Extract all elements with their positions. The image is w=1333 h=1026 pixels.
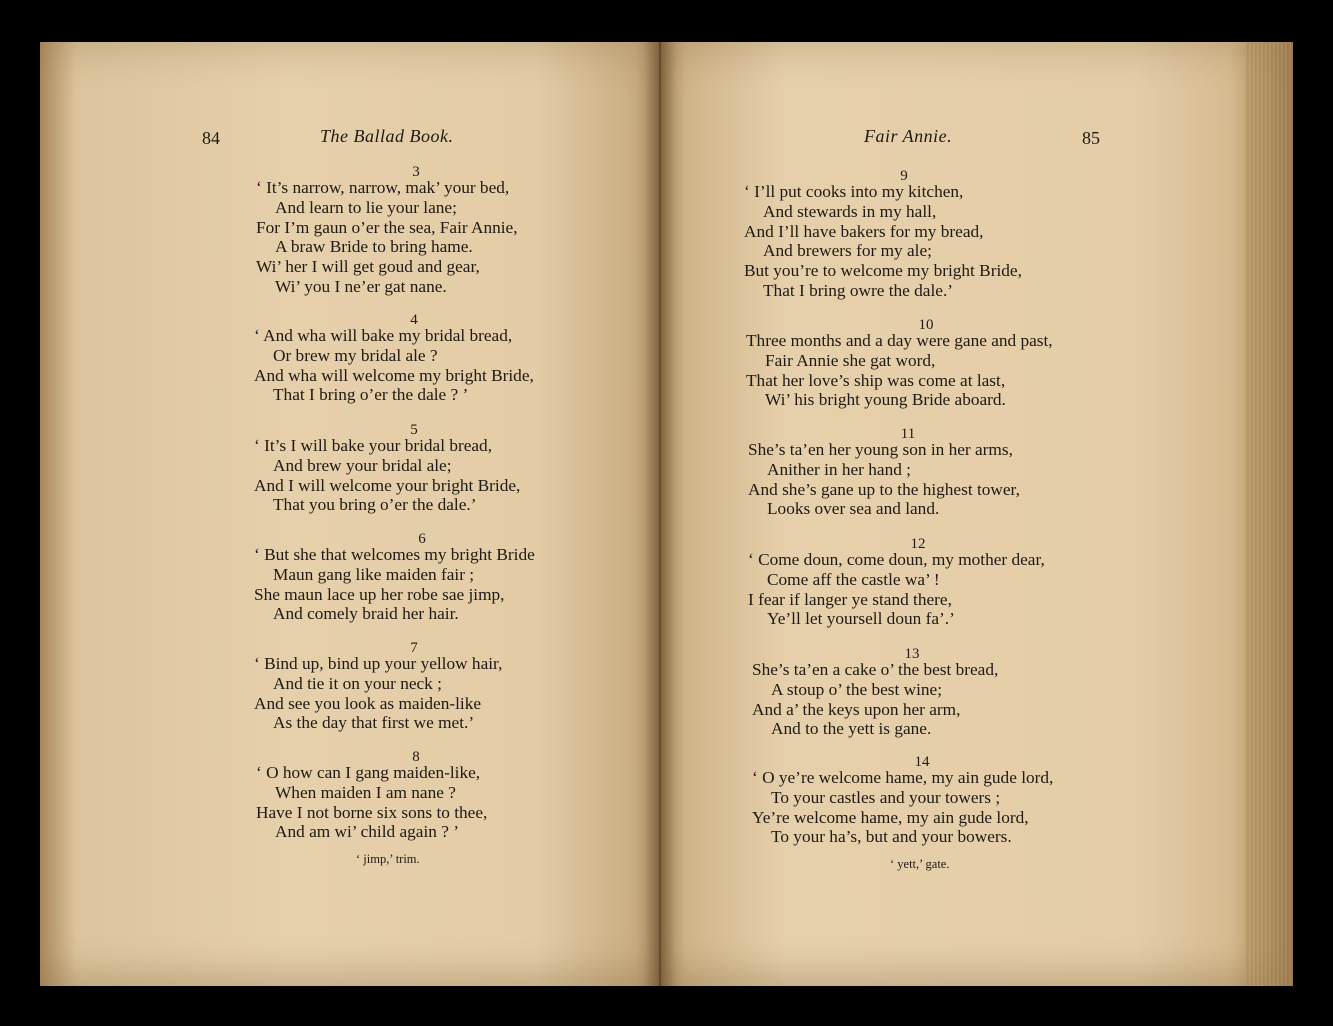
verse-line: Maun gang like maiden fair ; (273, 564, 475, 584)
stanza-number: 6 (418, 531, 426, 547)
stanza-number: 11 (900, 426, 916, 442)
verse-line: ‘ And wha will bake my bridal bread, (254, 326, 513, 345)
verse-line: ‘ Bind up, bind up your yellow hair, (254, 654, 503, 673)
verse-line: Wi’ her I will get goud and gear, (256, 257, 480, 277)
stanza-number: 4 (410, 312, 418, 328)
stanza (746, 317, 1106, 410)
verse-line: ‘ It’s I will bake your bridal bread, (254, 436, 493, 455)
verse-line: She’s ta’en her young son in her arms, (748, 440, 1013, 459)
running-title: The Ballad Book. (320, 126, 454, 146)
verse-line: That I bring o’er the dale ? ’ (273, 385, 469, 405)
verse-line: Anither in her hand ; (767, 459, 911, 479)
verse-line: Have I not borne six sons to thee, (256, 802, 488, 822)
verse-line: To your castles and your towers ; (771, 787, 1001, 807)
verse-line: And I’ll have bakers for my bread, (744, 221, 984, 241)
verse-line: As the day that first we met.’ (273, 713, 475, 733)
left-page (40, 42, 660, 986)
verse-line: And brew your bridal ale; (273, 455, 452, 475)
stanza (752, 646, 1072, 739)
footnote: ‘ yett,’ gate. (890, 857, 950, 871)
stanza-number: 8 (412, 749, 420, 765)
page-edges (1245, 42, 1293, 986)
stanza (254, 422, 574, 515)
right-page (660, 42, 1293, 986)
verse-line: And comely braid her hair. (273, 604, 459, 624)
verse-line: But you’re to welcome my bright Bride, (744, 261, 1022, 281)
stanza-number: 13 (904, 646, 920, 662)
verse-line: And I will welcome your bright Bride, (254, 475, 521, 495)
verse-line: And am wi’ child again ? ’ (275, 822, 459, 842)
verse-line: To your ha’s, but and your bowers. (771, 827, 1012, 847)
stanza-number: 7 (410, 640, 418, 656)
open-book (40, 42, 1293, 986)
verse-line: Looks over sea and land. (767, 499, 940, 519)
verse-line: Ye’re welcome hame, my ain gude lord, (752, 807, 1029, 827)
verse-line: Three months and a day were gane and past, (746, 331, 1053, 350)
verse-line: And stewards in my hall, (763, 201, 937, 221)
stanza-number: 14 (914, 754, 930, 770)
verse-line: That you bring o’er the dale.’ (273, 495, 477, 515)
verse-line: And to the yett is gane. (771, 719, 932, 739)
stanza (256, 164, 576, 297)
stanza (256, 749, 576, 842)
verse-line: Or brew my bridal ale ? (273, 345, 438, 365)
stanza (254, 531, 590, 624)
verse-line: When maiden I am nane ? (275, 782, 456, 802)
stanza (254, 640, 574, 733)
stanza-number: 3 (412, 164, 420, 180)
verse-line: ‘ O ye’re welcome hame, my ain gude lord, (752, 768, 1054, 787)
stanza-number: 10 (918, 317, 934, 333)
verse-line: ‘ I’ll put cooks into my kitchen, (744, 182, 964, 201)
page-number: 84 (202, 128, 220, 148)
verse-line: And tie it on your neck ; (273, 673, 442, 693)
book-gutter (644, 42, 676, 986)
verse-line: She maun lace up her robe sae jimp, (254, 584, 505, 604)
verse-line: And learn to lie your lane; (275, 197, 457, 217)
verse-line: For I’m gaun o’er the sea, Fair Annie, (256, 217, 518, 237)
stanza (254, 312, 574, 405)
verse-line: She’s ta’en a cake o’ the best bread, (752, 660, 999, 679)
verse-line: And a’ the keys upon her arm, (752, 699, 961, 719)
verse-line: Fair Annie she gat word, (765, 350, 936, 370)
footnote: ‘ jimp,’ trim. (356, 852, 420, 866)
stanza-number: 9 (900, 168, 908, 184)
verse-line: Wi’ you I ne’er gat nane. (275, 276, 447, 296)
verse-line: And wha will welcome my bright Bride, (254, 365, 534, 385)
stanza (752, 754, 1092, 847)
verse-line: Come aff the castle wa’ ! (767, 569, 940, 589)
verse-line: That I bring owre the dale.’ (763, 280, 954, 300)
verse-line: ‘ But she that welcomes my bright Bride (254, 545, 535, 564)
verse-line: ‘ Come doun, come doun, my mother dear, (748, 550, 1045, 569)
verse-line: A braw Bride to bring hame. (275, 237, 473, 257)
verse-line: Wi’ his bright young Bride aboard. (765, 390, 1006, 410)
verse-line: I fear if langer ye stand there, (748, 589, 952, 609)
stanza (748, 536, 1088, 629)
stanza-number: 5 (410, 422, 418, 438)
verse-line: A stoup o’ the best wine; (771, 679, 943, 699)
verse-line: And she’s gane up to the highest tower, (748, 479, 1020, 499)
verse-line: ‘ O how can I gang maiden-like, (256, 763, 481, 782)
verse-line: ‘ It’s narrow, narrow, mak’ your bed, (256, 178, 510, 197)
verse-line: Ye’ll let yoursell doun fa’.’ (767, 609, 955, 629)
verse-line: That her love’s ship was come at last, (746, 370, 1006, 390)
running-title: Fair Annie. (864, 126, 953, 146)
stanza-number: 12 (910, 536, 926, 552)
verse-line: And see you look as maiden-like (254, 693, 482, 713)
page-number: 85 (1082, 128, 1100, 148)
verse-line: And brewers for my ale; (763, 241, 932, 261)
stanza (748, 426, 1068, 519)
stanza (744, 168, 1064, 301)
